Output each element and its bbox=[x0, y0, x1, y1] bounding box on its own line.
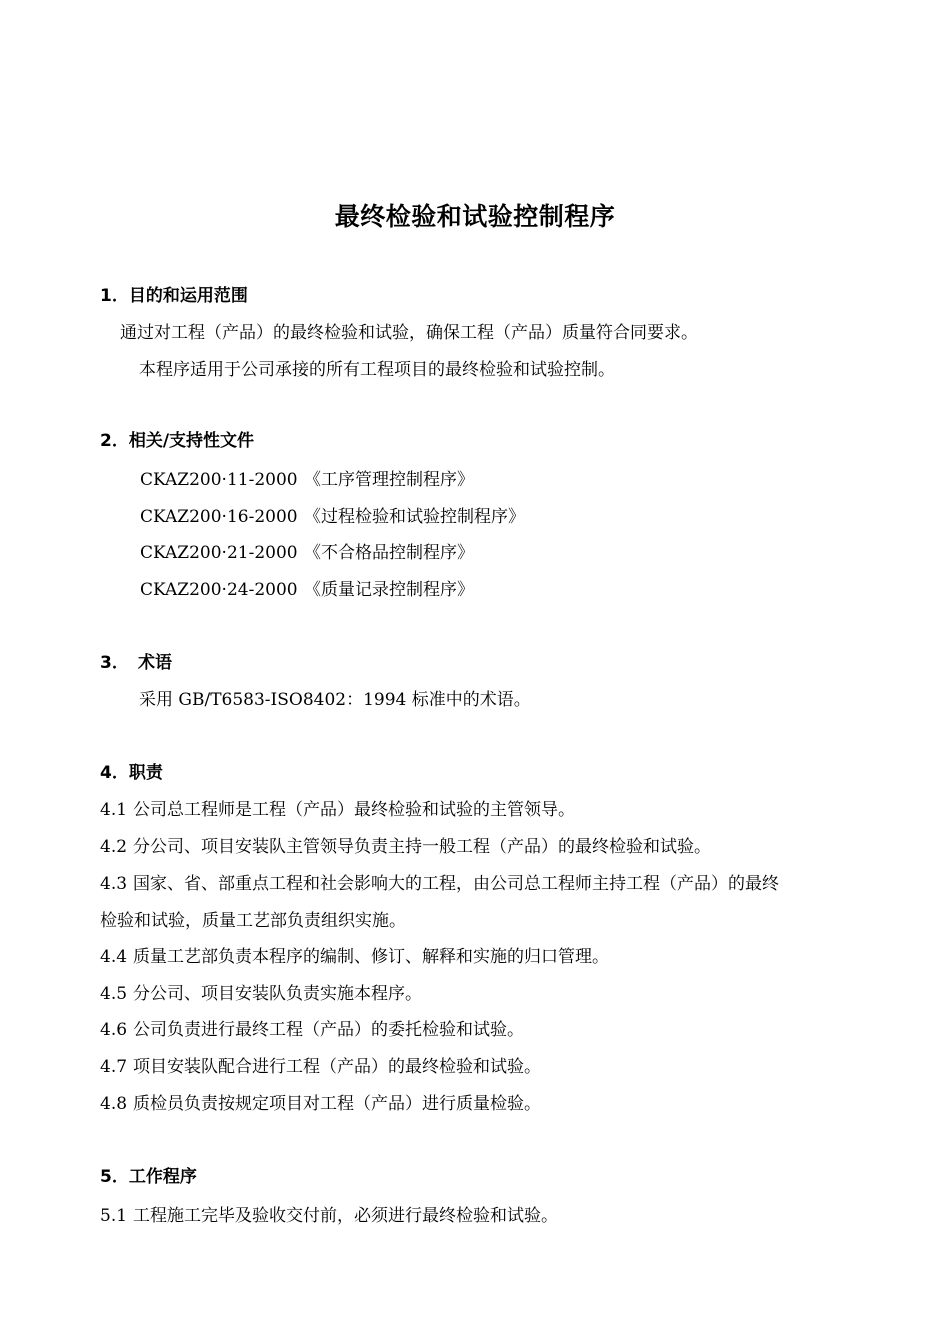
section-title: 工作程序 bbox=[128, 1167, 197, 1187]
section-heading-terms bbox=[100, 651, 172, 675]
item-number: 4.8 bbox=[100, 1094, 128, 1114]
item-text: 公司负责进行最终工程（产品）的委托检验和试验。 bbox=[133, 1020, 524, 1040]
reference-name: 《工序管理控制程序》 bbox=[304, 470, 474, 490]
section-title: 术语 bbox=[138, 653, 172, 673]
item-number: 4.1 bbox=[100, 800, 128, 820]
item-number: 4.6 bbox=[100, 1020, 128, 1040]
list-item bbox=[100, 945, 609, 969]
section-title: 目的和运用范围 bbox=[128, 286, 248, 306]
reference-name: 《质量记录控制程序》 bbox=[304, 580, 474, 600]
section-heading-procedure bbox=[100, 1165, 197, 1189]
reference-code: CKAZ200·16-2000 bbox=[140, 507, 298, 527]
paragraph: 通过对工程（产品）的最终检验和试验，确保工程（产品）质量符合同要求。 bbox=[120, 323, 698, 343]
paragraph: 采用 GB/T6583-ISO8402：1994 标准中的术语。 bbox=[139, 690, 531, 710]
section-number: 3． bbox=[100, 653, 129, 673]
reference-item bbox=[140, 578, 474, 602]
list-item bbox=[100, 798, 575, 822]
item-text: 公司总工程师是工程（产品）最终检验和试验的主管领导。 bbox=[133, 800, 575, 820]
document-title: 最终检验和试验控制程序 bbox=[334, 202, 616, 231]
section-heading-related-docs bbox=[100, 429, 254, 453]
item-text: 分公司、项目安装队主管领导负责主持一般工程（产品）的最终检验和试验。 bbox=[133, 837, 711, 857]
item-text: 工程施工完毕及验收交付前，必须进行最终检验和试验。 bbox=[133, 1206, 558, 1226]
item-number: 5.1 bbox=[100, 1206, 128, 1226]
section-number: 1． bbox=[100, 286, 129, 306]
list-item-continuation: 检验和试验，质量工艺部负责组织实施。 bbox=[100, 911, 406, 931]
section-title: 相关/支持性文件 bbox=[128, 431, 255, 451]
section-title: 职责 bbox=[128, 763, 163, 783]
item-number: 4.4 bbox=[100, 947, 128, 967]
item-text: 项目安装队配合进行工程（产品）的最终检验和试验。 bbox=[133, 1057, 541, 1077]
item-text: 质检员负责按规定项目对工程（产品）进行质量检验。 bbox=[133, 1094, 541, 1114]
section-number: 5． bbox=[100, 1167, 129, 1187]
section-heading-purpose bbox=[100, 284, 248, 308]
list-item bbox=[100, 1092, 541, 1116]
list-item bbox=[100, 872, 779, 896]
reference-code: CKAZ200·11-2000 bbox=[140, 470, 298, 490]
list-item bbox=[100, 1204, 558, 1228]
list-item bbox=[100, 982, 422, 1006]
item-number: 4.2 bbox=[100, 837, 128, 857]
list-item bbox=[100, 1055, 541, 1079]
reference-item bbox=[140, 541, 474, 565]
item-text: 国家、省、部重点工程和社会影响大的工程，由公司总工程师主持工程（产品）的最终 bbox=[133, 874, 779, 894]
reference-item bbox=[140, 468, 474, 492]
paragraph: 本程序适用于公司承接的所有工程项目的最终检验和试验控制。 bbox=[139, 360, 615, 380]
reference-code: CKAZ200·21-2000 bbox=[140, 543, 298, 563]
reference-name: 《不合格品控制程序》 bbox=[304, 543, 474, 563]
section-number: 2． bbox=[100, 431, 129, 451]
list-item bbox=[100, 835, 711, 859]
item-text: 分公司、项目安装队负责实施本程序。 bbox=[133, 984, 422, 1004]
reference-name: 《过程检验和试验控制程序》 bbox=[304, 507, 525, 527]
reference-code: CKAZ200·24-2000 bbox=[140, 580, 298, 600]
item-text: 质量工艺部负责本程序的编制、修订、解释和实施的归口管理。 bbox=[133, 947, 609, 967]
section-number: 4． bbox=[100, 763, 129, 783]
item-number: 4.7 bbox=[100, 1057, 128, 1077]
list-item bbox=[100, 1018, 524, 1042]
item-number: 4.3 bbox=[100, 874, 128, 894]
item-number: 4.5 bbox=[100, 984, 128, 1004]
section-heading-responsibilities bbox=[100, 761, 163, 785]
reference-item bbox=[140, 505, 525, 529]
